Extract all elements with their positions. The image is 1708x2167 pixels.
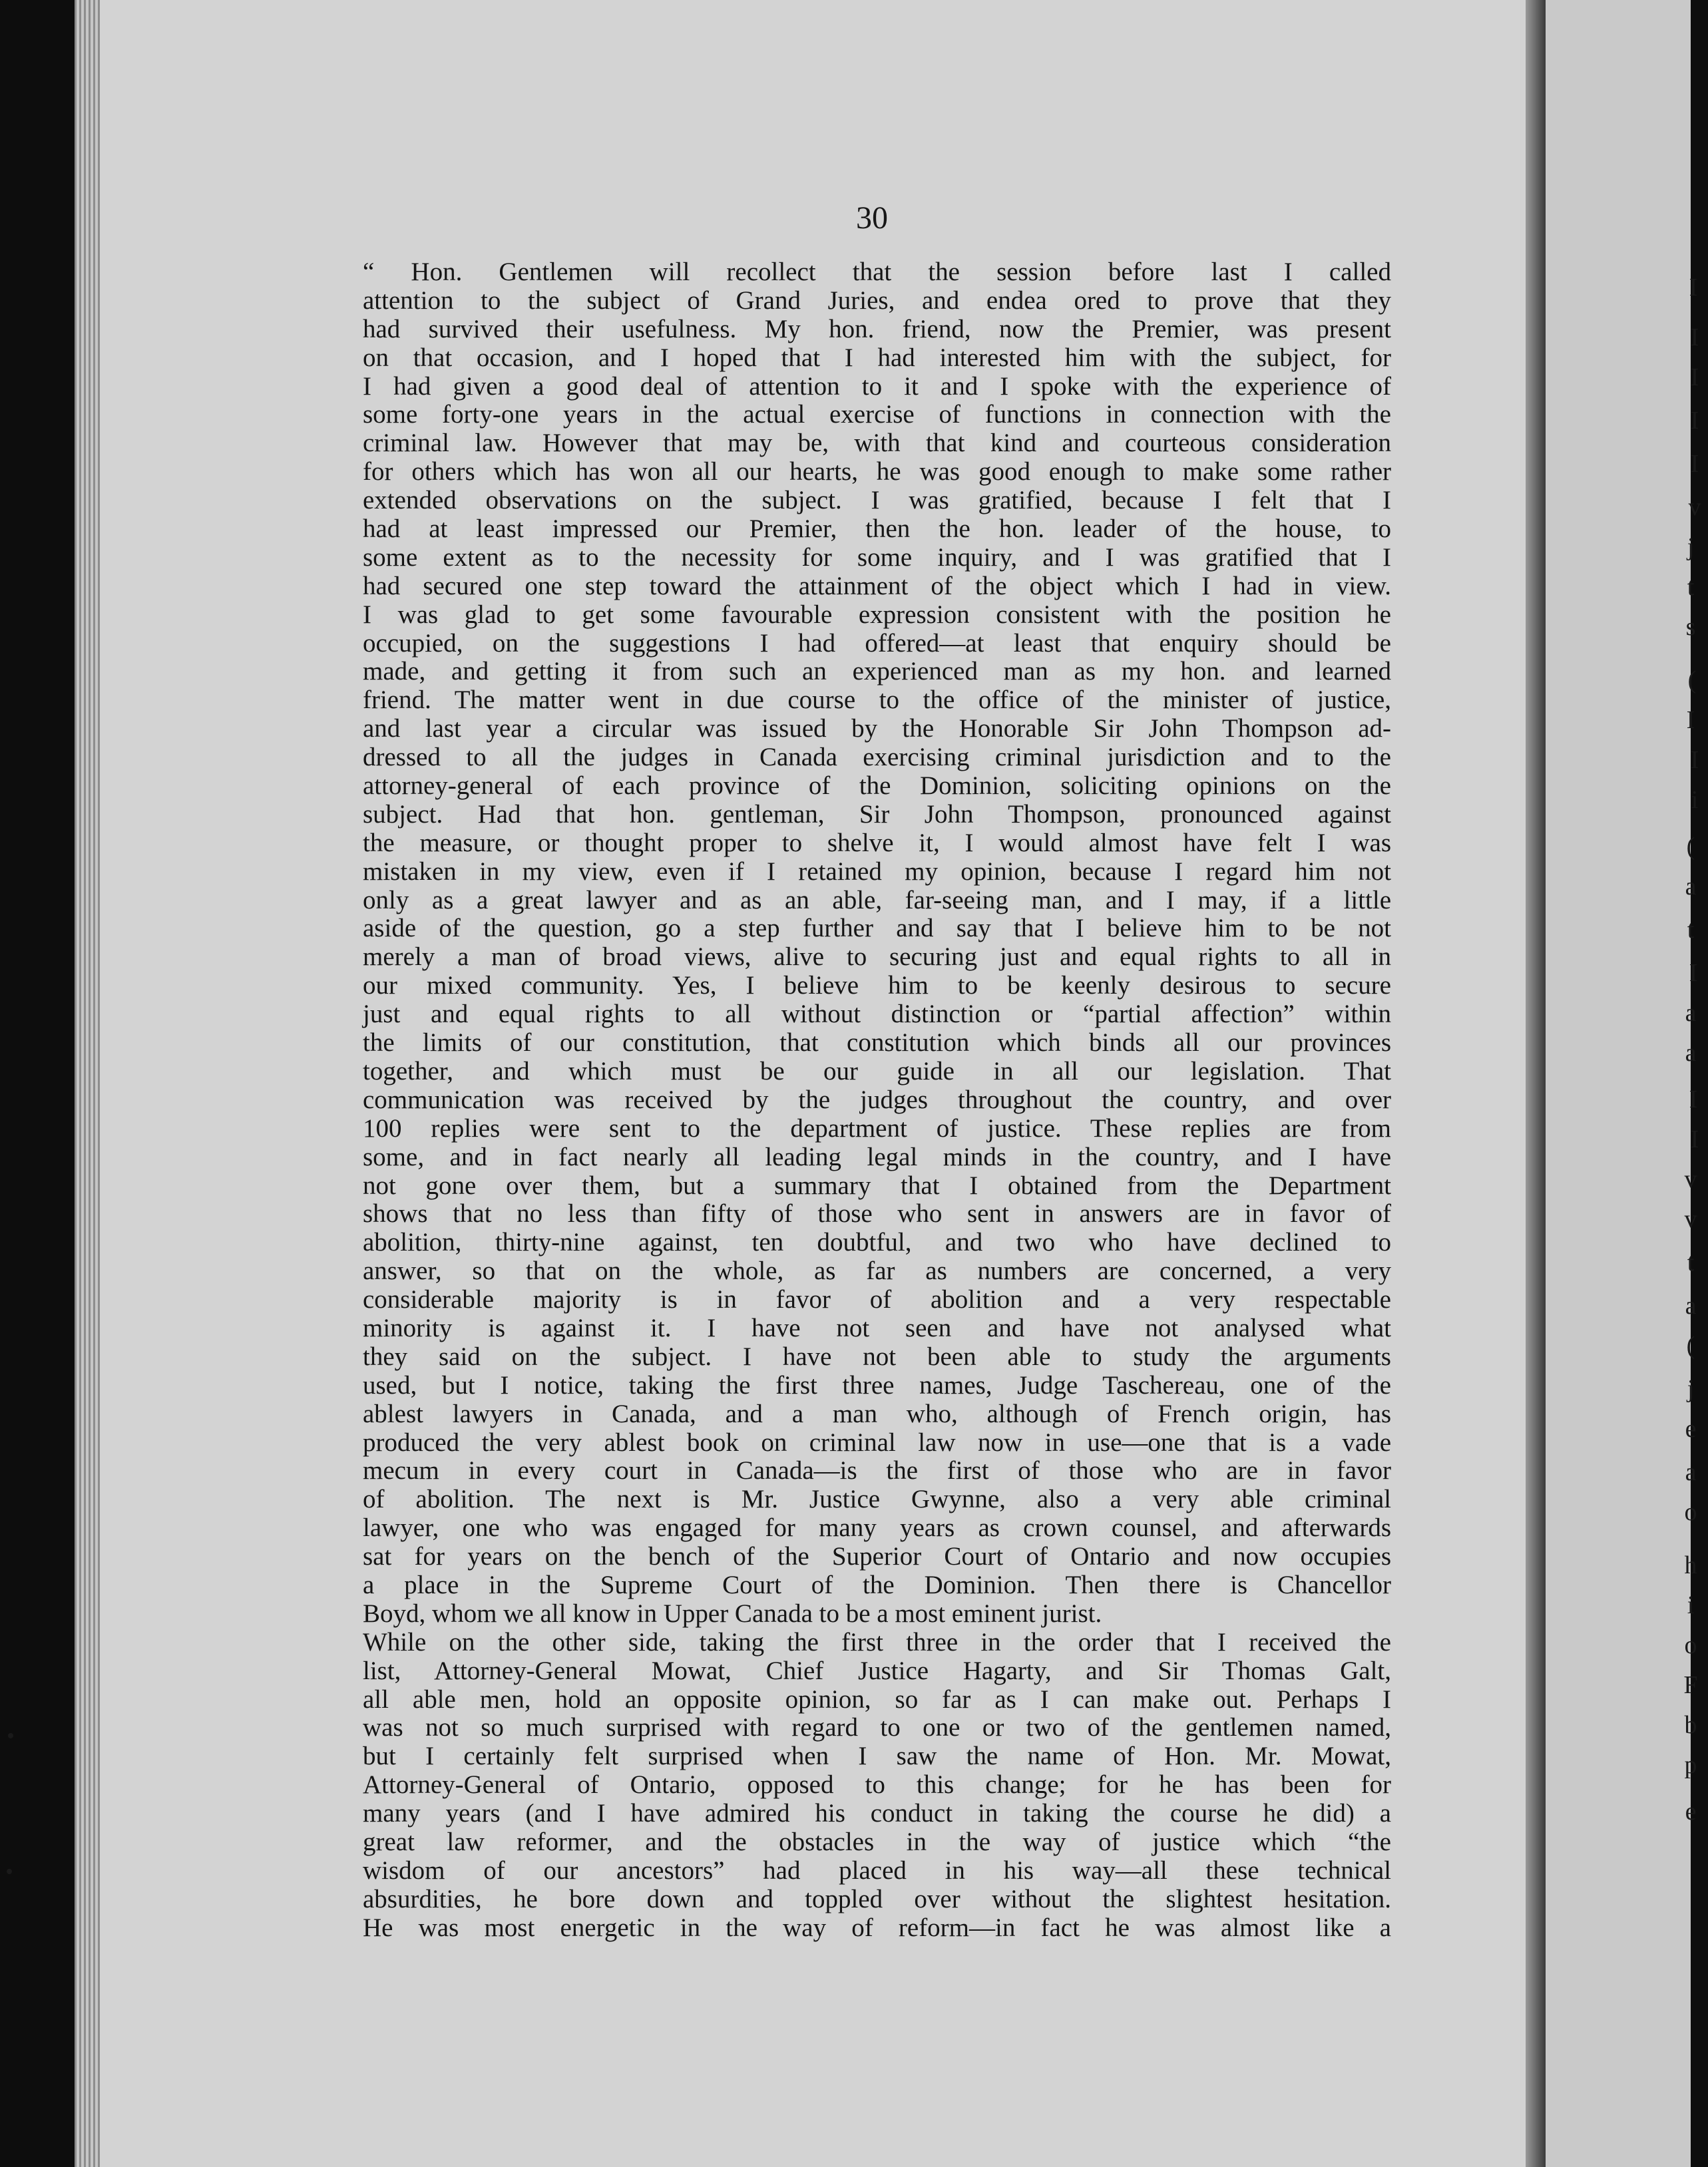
text-line: but I certainly felt surprised when I saw the name of Hon. Mr. Mowat, (363, 1742, 1391, 1771)
adjacent-page-fragment: t (1687, 916, 1695, 944)
text-line: ablest lawyers in Canada, and a man who, although of French origin, has (363, 1399, 1391, 1428)
adjacent-page-fragment: v (1688, 493, 1701, 521)
adjacent-page-fragment: F (1683, 1671, 1698, 1699)
text-line: produced the very ablest book on criminal law now in use—one that is a vade (363, 1428, 1391, 1457)
scan-speck (7, 1869, 12, 1874)
adjacent-page-fragment: t (1687, 1249, 1695, 1277)
text-line: and last year a circular was issued by the Honorable Sir John Thompson ad- (363, 714, 1391, 743)
text-line: together, and which must be our guide in all our legislation. That (363, 1056, 1391, 1085)
adjacent-page-fragment: o (1684, 1498, 1697, 1526)
adjacent-page-fragment: i (1691, 786, 1699, 814)
text-line: friend. The matter went in due course to the office of the minister of justice, (363, 686, 1391, 715)
adjacent-page-fragment: a (1685, 999, 1697, 1027)
adjacent-page-fragment: I (1689, 274, 1698, 301)
adjacent-page-fragment: I (1690, 746, 1699, 774)
text-line: had survived their usefulness. My hon. friend, now the Premier, was present (363, 314, 1391, 343)
text-line: just and equal rights to all without distinction or “partial affection” within (363, 1000, 1391, 1029)
text-line: some extent as to the necessity for some inquiry, and I was gratified that I (363, 542, 1391, 572)
book-gutter (1526, 0, 1546, 2167)
text-line: communication was received by the judges throughout the country, and over (363, 1085, 1391, 1114)
adjacent-page-fragment: b (1684, 1711, 1697, 1739)
adjacent-page-fragment: j (1687, 1375, 1695, 1403)
text-line: not gone over them, but a summary that I obtained from the Department (363, 1171, 1391, 1200)
adjacent-page-fragment: v (1684, 1165, 1697, 1193)
adjacent-page-fragment: e (1685, 1415, 1697, 1443)
text-line: Boyd, whom we all know in Upper Canada to be a most eminent jurist. (363, 1599, 1102, 1628)
adjacent-page-fragment: o (1684, 1631, 1697, 1659)
text-line: He was most energetic in the way of reform—in fact he was almost like a (363, 1913, 1391, 1942)
text-line: I had given a good deal of attention to it and I spoke with the experience of (363, 371, 1391, 401)
text-line: the limits of our constitution, that constitution which binds all our provinces (363, 1028, 1391, 1058)
text-line: minority is against it. I have not seen and have not analysed what (363, 1313, 1391, 1342)
text-line: the measure, or thought proper to shelve it, I would almost have felt I was (363, 828, 1391, 857)
text-line: lawyer, one who was engaged for many years as crown counsel, and afterwards (363, 1513, 1391, 1543)
text-line: aside of the question, go a step further and say that I believe him to be not (363, 914, 1391, 943)
text-line: wisdom of our ancestors” had placed in his way—all these technical (363, 1856, 1391, 1885)
text-line: mecum in every court in Canada—is the first of those who are in favor (363, 1456, 1391, 1485)
text-line: list, Attorney-General Mowat, Chief Justice Hagarty, and Sir Thomas Galt, (363, 1656, 1391, 1685)
text-line: was not so much surprised with regard to one or two of the gentlemen named, (363, 1713, 1391, 1742)
adjacent-page-fragment: j (1687, 533, 1695, 561)
adjacent-page-fragment: h (1684, 1551, 1697, 1579)
text-line: of abolition. The next is Mr. Justice Gwynne, also a very able criminal (363, 1485, 1391, 1514)
adjacent-page-fragment: ( (1686, 1332, 1695, 1360)
text-line: extended observations on the subject. I was gratified, because I felt that I (363, 486, 1391, 515)
text-line: attorney-general of each province of the Dominion, soliciting opinions on the (363, 771, 1391, 801)
text-line: Attorney-General of Ontario, opposed to this change; for he has been for (363, 1770, 1391, 1800)
adjacent-page-fragment: I (1690, 407, 1699, 435)
adjacent-page-fragment: i (1687, 1591, 1695, 1619)
text-line: some, and in fact nearly all leading legal minds in the country, and I have (363, 1142, 1391, 1171)
adjacent-page-fragment: e (1685, 1798, 1697, 1826)
text-line: they said on the subject. I have not been able to study the arguments (363, 1342, 1391, 1371)
text-line: abolition, thirty-nine against, ten doubtful, and two who have declined to (363, 1228, 1391, 1257)
text-line: many years (and I have admired his conduct in taking the course he did) a (363, 1799, 1391, 1828)
text-line: “ Hon. Gentlemen will recollect that the session before last I called (363, 258, 1391, 286)
text-line: on that occasion, and I hoped that I had interested him with the subject, for (363, 343, 1391, 372)
adjacent-page-fragment: v (1684, 1205, 1697, 1233)
text-line: considerable majority is in favor of abolition and a very respectable (363, 1285, 1391, 1314)
adjacent-page-fragment: a (1685, 1458, 1697, 1486)
text-line: shows that no less than fifty of those who sent in answers are in favor of (363, 1199, 1391, 1229)
text-line: dressed to all the judges in Canada exercising criminal jurisdiction and to the (363, 743, 1391, 772)
scan-speck (8, 1733, 13, 1738)
adjacent-page-fragment: p (1684, 1751, 1697, 1779)
text-line: great law reformer, and the obstacles in the way of justice which “the (363, 1827, 1391, 1856)
text-line: sat for years on the bench of the Superior Court of Ontario and now occupies (363, 1542, 1391, 1571)
adjacent-page-fragment: a (1685, 1292, 1697, 1320)
text-line: mistaken in my view, even if I retained my opinion, because I regard him not (363, 857, 1391, 886)
text-line: had at least impressed our Premier, then the hon. leader of the house, to (363, 514, 1391, 544)
adjacent-page-fragment: I (1689, 959, 1698, 987)
adjacent-page-fragment: I (1690, 450, 1699, 478)
text-line: our mixed community. Yes, I believe him to be keenly desirous to secure (363, 971, 1391, 1000)
text-line: had secured one step toward the attainment of the object which I had in view. (363, 571, 1391, 600)
text-line: used, but I notice, taking the first three names, Judge Taschereau, one of the (363, 1370, 1391, 1400)
adjacent-page-fragment: ( (1686, 833, 1695, 861)
text-line: criminal law. However that may be, with that kind and courteous consideration (363, 429, 1391, 458)
adjacent-page-fragment: I (1690, 1125, 1699, 1153)
adjacent-page-fragment: a (1685, 1039, 1697, 1067)
body-text (363, 258, 1391, 1943)
text-line: merely a man of broad views, alive to securing just and equal rights to all in (363, 942, 1391, 972)
page-number: 30 (856, 200, 888, 236)
adjacent-page-fragment: ( (1687, 666, 1697, 694)
page-edge (75, 0, 100, 2167)
text-line: a place in the Supreme Court of the Dominion. Then there is Chancellor (363, 1570, 1391, 1599)
text-line: attention to the subject of Grand Juries, and endea ored to prove that they (363, 286, 1391, 315)
adjacent-page-fragment: I (1689, 1085, 1698, 1113)
adjacent-page-fragment: s (1685, 613, 1696, 641)
text-line: some forty-one years in the actual exercise of functions in connection with the (363, 400, 1391, 429)
adjacent-page-fragment: I (1690, 323, 1699, 351)
adjacent-page-fragment: I (1686, 706, 1695, 734)
text-line: all able men, hold an opposite opinion, so far as I can make out. Perhaps I (363, 1684, 1391, 1714)
text-line: occupied, on the suggestions I had offered—at least that enquiry should be (363, 628, 1391, 658)
text-line: for others which has won all our hearts, he was good enough to make some rather (363, 457, 1391, 487)
text-line: made, and getting it from such an experienced man as my hon. and learned (363, 657, 1391, 686)
text-line: only as a great lawyer and as an able, far-seeing man, and I may, if a little (363, 885, 1391, 914)
text-line: answer, so that on the whole, as far as numbers are concerned, a very (363, 1257, 1391, 1286)
adjacent-page-fragment: I (1690, 363, 1699, 391)
adjacent-page (1546, 0, 1701, 2167)
text-line: subject. Had that hon. gentleman, Sir John Thompson, pronounced against (363, 799, 1391, 829)
text-line: I was glad to get some favourable expression consistent with the position he (363, 600, 1391, 629)
text-line: While on the other side, taking the first three in the order that I received the (363, 1627, 1391, 1657)
text-line: 100 replies were sent to the department of justice. These replies are from (363, 1113, 1391, 1143)
adjacent-page-fragment: a (1685, 873, 1697, 900)
adjacent-page-fragment: t (1687, 573, 1695, 601)
text-line: absurdities, he bore down and toppled over without the slightest hesitation. (363, 1884, 1391, 1913)
